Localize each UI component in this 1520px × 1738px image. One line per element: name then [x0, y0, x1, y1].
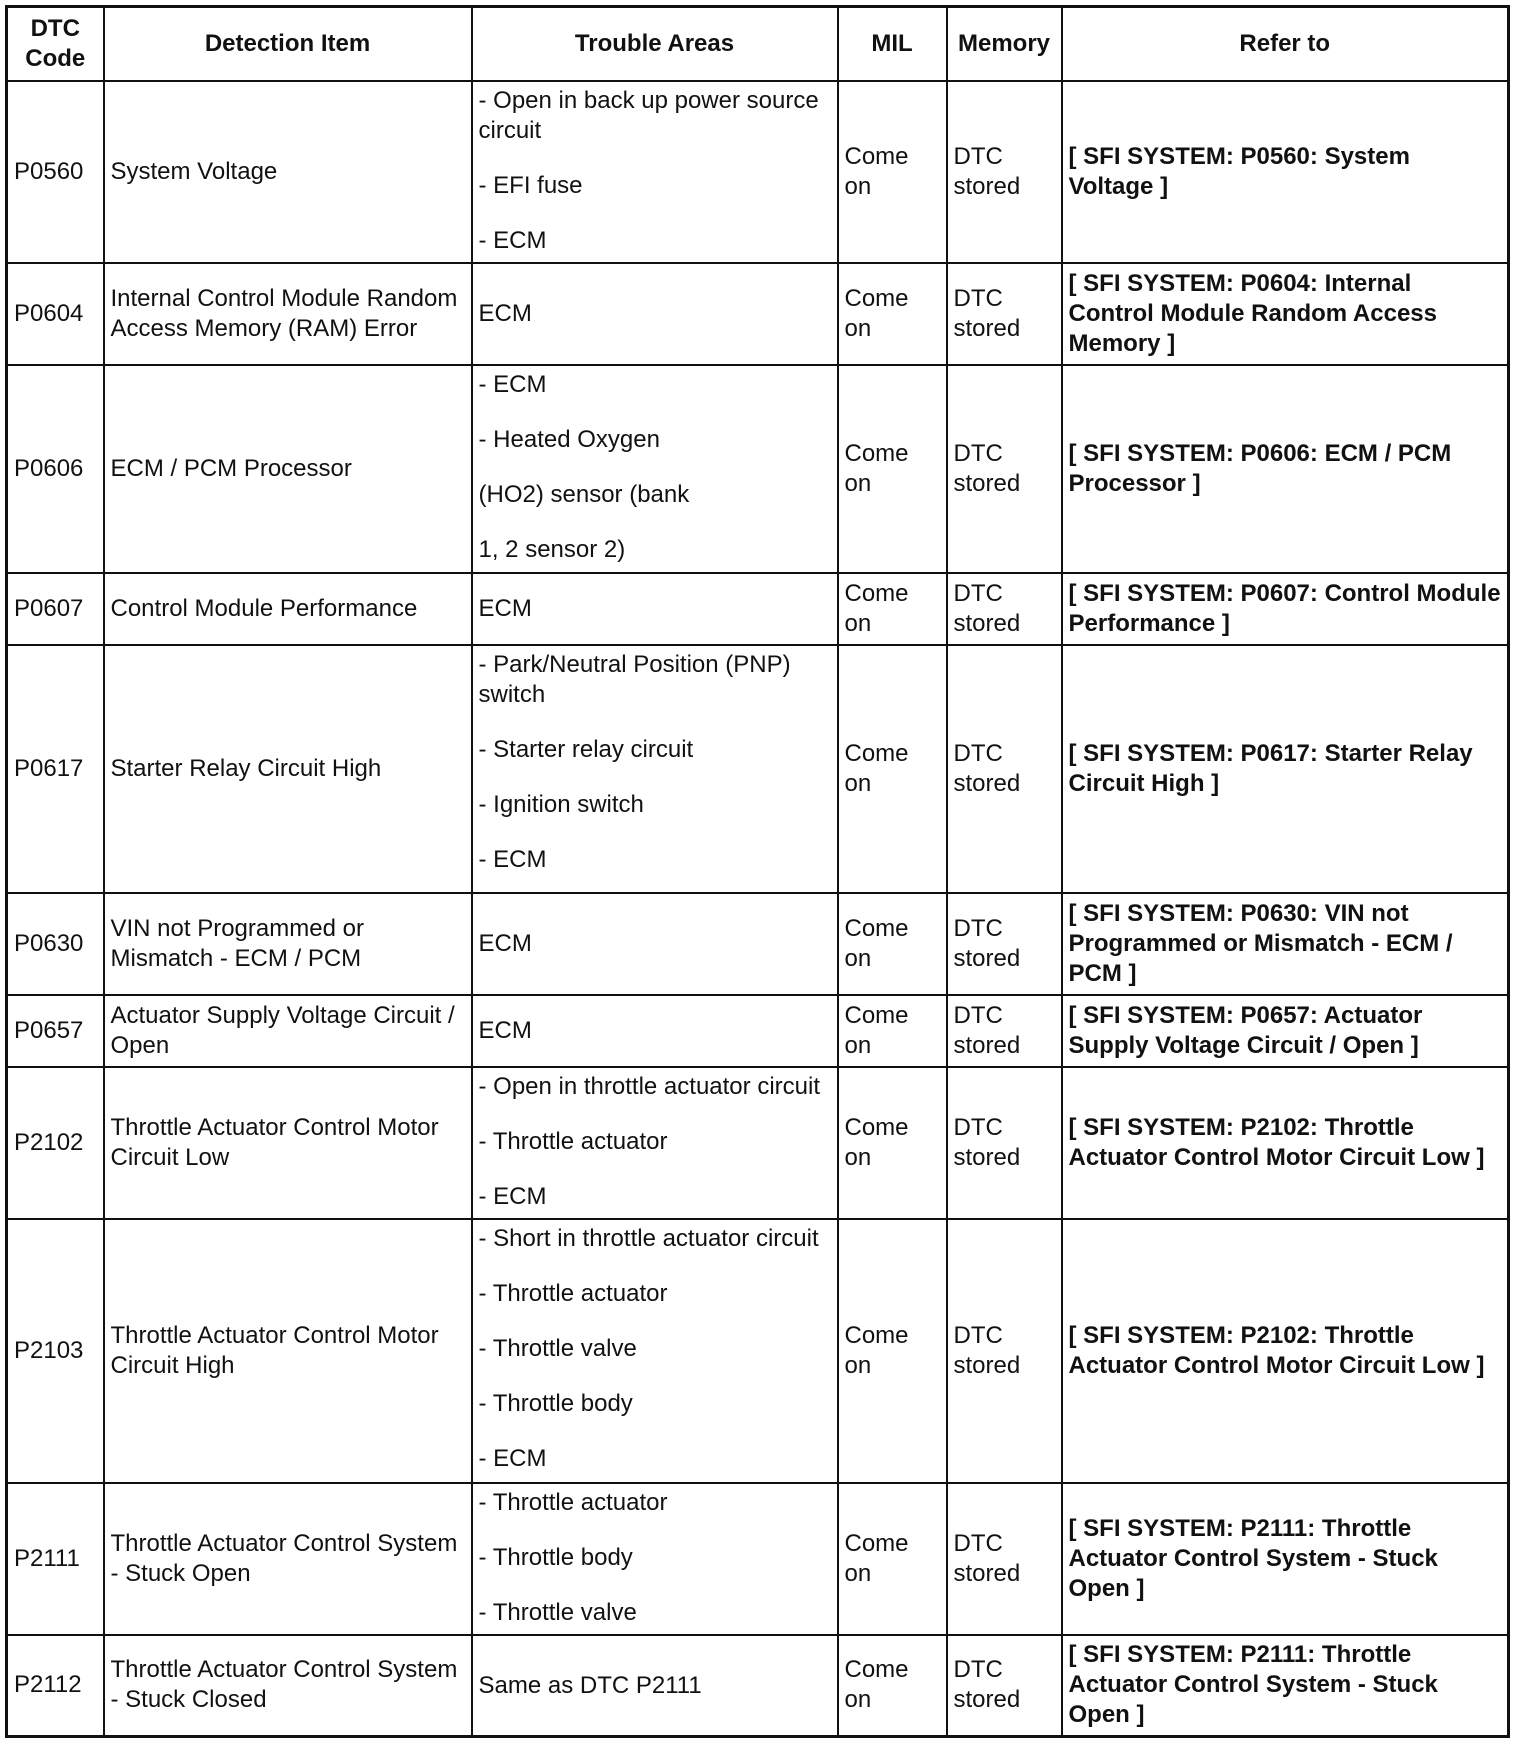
- memory-cell: DTC stored: [947, 995, 1062, 1067]
- trouble-area-item: (HO2) sensor (bank: [478, 480, 690, 508]
- table-row: [7, 1635, 1509, 1737]
- table-row: [7, 81, 1509, 263]
- dtc-code-cell: P2102: [7, 1067, 104, 1219]
- header-detection-item: Detection Item: [104, 7, 472, 81]
- trouble-area-item: - ECM: [478, 226, 547, 254]
- trouble-areas-cell: [472, 365, 838, 573]
- mil-cell: Come on: [838, 645, 947, 893]
- trouble-area-item: - Throttle valve: [478, 1598, 637, 1626]
- trouble-area-item: - Short in throttle actuator circuit: [478, 1224, 819, 1252]
- dtc-code-cell: P0617: [7, 645, 104, 893]
- table-row: [7, 573, 1509, 645]
- table-body: [7, 81, 1509, 1737]
- table-row: [7, 995, 1509, 1067]
- mil-cell: Come on: [838, 263, 947, 365]
- memory-cell: DTC stored: [947, 573, 1062, 645]
- header-mil: MIL: [838, 7, 947, 81]
- mil-cell: Come on: [838, 995, 947, 1067]
- refer-to-cell: [ SFI SYSTEM: P0617: Starter Relay Circuit High ]: [1062, 645, 1509, 893]
- memory-cell: DTC stored: [947, 1067, 1062, 1219]
- memory-cell: DTC stored: [947, 1635, 1062, 1737]
- trouble-areas-cell: [472, 573, 838, 645]
- trouble-area-item: - ECM: [478, 370, 547, 398]
- detection-item-cell: VIN not Programmed or Mismatch - ECM / PCM: [104, 893, 472, 995]
- detection-item-cell: System Voltage: [104, 81, 472, 263]
- trouble-area-item: - Throttle valve: [478, 1334, 637, 1362]
- detection-item-cell: Actuator Supply Voltage Circuit / Open: [104, 995, 472, 1067]
- mil-cell: Come on: [838, 1067, 947, 1219]
- detection-item-cell: Throttle Actuator Control Motor Circuit High: [104, 1219, 472, 1483]
- table-row: [7, 365, 1509, 573]
- dtc-code-cell: P0606: [7, 365, 104, 573]
- trouble-areas-cell: [472, 1219, 838, 1483]
- dtc-code-cell: P2112: [7, 1635, 104, 1737]
- memory-cell: DTC stored: [947, 263, 1062, 365]
- memory-cell: DTC stored: [947, 81, 1062, 263]
- memory-cell: DTC stored: [947, 365, 1062, 573]
- trouble-areas-cell: [472, 893, 838, 995]
- dtc-table: [5, 5, 1510, 1738]
- dtc-code-cell: P2111: [7, 1483, 104, 1635]
- dtc-code-cell: P0607: [7, 573, 104, 645]
- header-memory: Memory: [947, 7, 1062, 81]
- detection-item-cell: Internal Control Module Random Access Memory (RAM) Error: [104, 263, 472, 365]
- trouble-area-item: - Throttle actuator: [478, 1279, 668, 1307]
- header-row: [7, 7, 1509, 81]
- trouble-areas-cell: [472, 995, 838, 1067]
- trouble-area-item: - Open in back up power source circuit: [478, 86, 819, 144]
- trouble-area-item: - Starter relay circuit: [478, 735, 694, 763]
- trouble-area-item: ECM: [478, 1017, 532, 1044]
- refer-to-cell: [ SFI SYSTEM: P0630: VIN not Programmed or Mismatch - ECM / PCM ]: [1062, 893, 1509, 995]
- trouble-area-item: ECM: [478, 300, 532, 327]
- trouble-area-item: - Open in throttle actuator circuit: [478, 1072, 820, 1100]
- table-row: [7, 893, 1509, 995]
- trouble-areas-cell: [472, 1067, 838, 1219]
- trouble-area-item: - Ignition switch: [478, 790, 644, 818]
- dtc-code-cell: P0604: [7, 263, 104, 365]
- refer-to-cell: [ SFI SYSTEM: P2102: Throttle Actuator Control Motor Circuit Low ]: [1062, 1067, 1509, 1219]
- trouble-area-item: - Throttle body: [478, 1543, 633, 1571]
- trouble-area-item: - EFI fuse: [478, 171, 583, 199]
- trouble-area-item: - ECM: [478, 1444, 547, 1472]
- memory-cell: DTC stored: [947, 1483, 1062, 1635]
- refer-to-cell: [ SFI SYSTEM: P0560: System Voltage ]: [1062, 81, 1509, 263]
- mil-cell: Come on: [838, 1483, 947, 1635]
- memory-cell: DTC stored: [947, 893, 1062, 995]
- trouble-area-item: - Park/Neutral Position (PNP) switch: [478, 650, 791, 708]
- trouble-area-item: - Throttle actuator: [478, 1127, 668, 1155]
- detection-item-cell: Control Module Performance: [104, 573, 472, 645]
- mil-cell: Come on: [838, 893, 947, 995]
- trouble-area-item: Same as DTC P2111: [478, 1671, 702, 1699]
- table-row: [7, 1067, 1509, 1219]
- trouble-area-item: ECM: [478, 930, 532, 957]
- table-row: [7, 263, 1509, 365]
- trouble-area-item: - Throttle body: [478, 1389, 633, 1417]
- header-refer-to: Refer to: [1062, 7, 1509, 81]
- dtc-code-cell: P0560: [7, 81, 104, 263]
- detection-item-cell: Throttle Actuator Control Motor Circuit Low: [104, 1067, 472, 1219]
- trouble-area-item: - ECM: [478, 1182, 547, 1210]
- header-trouble-areas: Trouble Areas: [472, 7, 838, 81]
- detection-item-cell: Starter Relay Circuit High: [104, 645, 472, 893]
- mil-cell: Come on: [838, 81, 947, 263]
- trouble-areas-cell: [472, 1635, 838, 1737]
- refer-to-cell: [ SFI SYSTEM: P0607: Control Module Performance ]: [1062, 573, 1509, 645]
- dtc-code-cell: P0657: [7, 995, 104, 1067]
- memory-cell: DTC stored: [947, 645, 1062, 893]
- table-row: [7, 1219, 1509, 1483]
- memory-cell: DTC stored: [947, 1219, 1062, 1483]
- refer-to-cell: [ SFI SYSTEM: P0604: Internal Control Module Random Access Memory ]: [1062, 263, 1509, 365]
- header-dtc-code: DTC Code: [7, 7, 104, 81]
- detection-item-cell: Throttle Actuator Control System - Stuck Open: [104, 1483, 472, 1635]
- mil-cell: Come on: [838, 573, 947, 645]
- trouble-areas-cell: [472, 1483, 838, 1635]
- trouble-area-item: ECM: [478, 595, 532, 622]
- refer-to-cell: [ SFI SYSTEM: P2111: Throttle Actuator Control System - Stuck Open ]: [1062, 1483, 1509, 1635]
- trouble-area-item: - ECM: [478, 845, 547, 873]
- detection-item-cell: Throttle Actuator Control System - Stuck Closed: [104, 1635, 472, 1737]
- refer-to-cell: [ SFI SYSTEM: P2111: Throttle Actuator Control System - Stuck Open ]: [1062, 1635, 1509, 1737]
- trouble-areas-cell: [472, 645, 838, 893]
- trouble-areas-cell: [472, 263, 838, 365]
- dtc-code-cell: P0630: [7, 893, 104, 995]
- refer-to-cell: [ SFI SYSTEM: P2102: Throttle Actuator Control Motor Circuit Low ]: [1062, 1219, 1509, 1483]
- trouble-areas-cell: [472, 81, 838, 263]
- mil-cell: Come on: [838, 365, 947, 573]
- mil-cell: Come on: [838, 1635, 947, 1737]
- mil-cell: Come on: [838, 1219, 947, 1483]
- refer-to-cell: [ SFI SYSTEM: P0606: ECM / PCM Processor ]: [1062, 365, 1509, 573]
- trouble-area-item: - Heated Oxygen: [478, 425, 660, 453]
- detection-item-cell: ECM / PCM Processor: [104, 365, 472, 573]
- dtc-code-cell: P2103: [7, 1219, 104, 1483]
- table-row: [7, 645, 1509, 893]
- trouble-area-item: 1, 2 sensor 2): [478, 535, 626, 563]
- refer-to-cell: [ SFI SYSTEM: P0657: Actuator Supply Voltage Circuit / Open ]: [1062, 995, 1509, 1067]
- trouble-area-item: - Throttle actuator: [478, 1488, 668, 1516]
- table-row: [7, 1483, 1509, 1635]
